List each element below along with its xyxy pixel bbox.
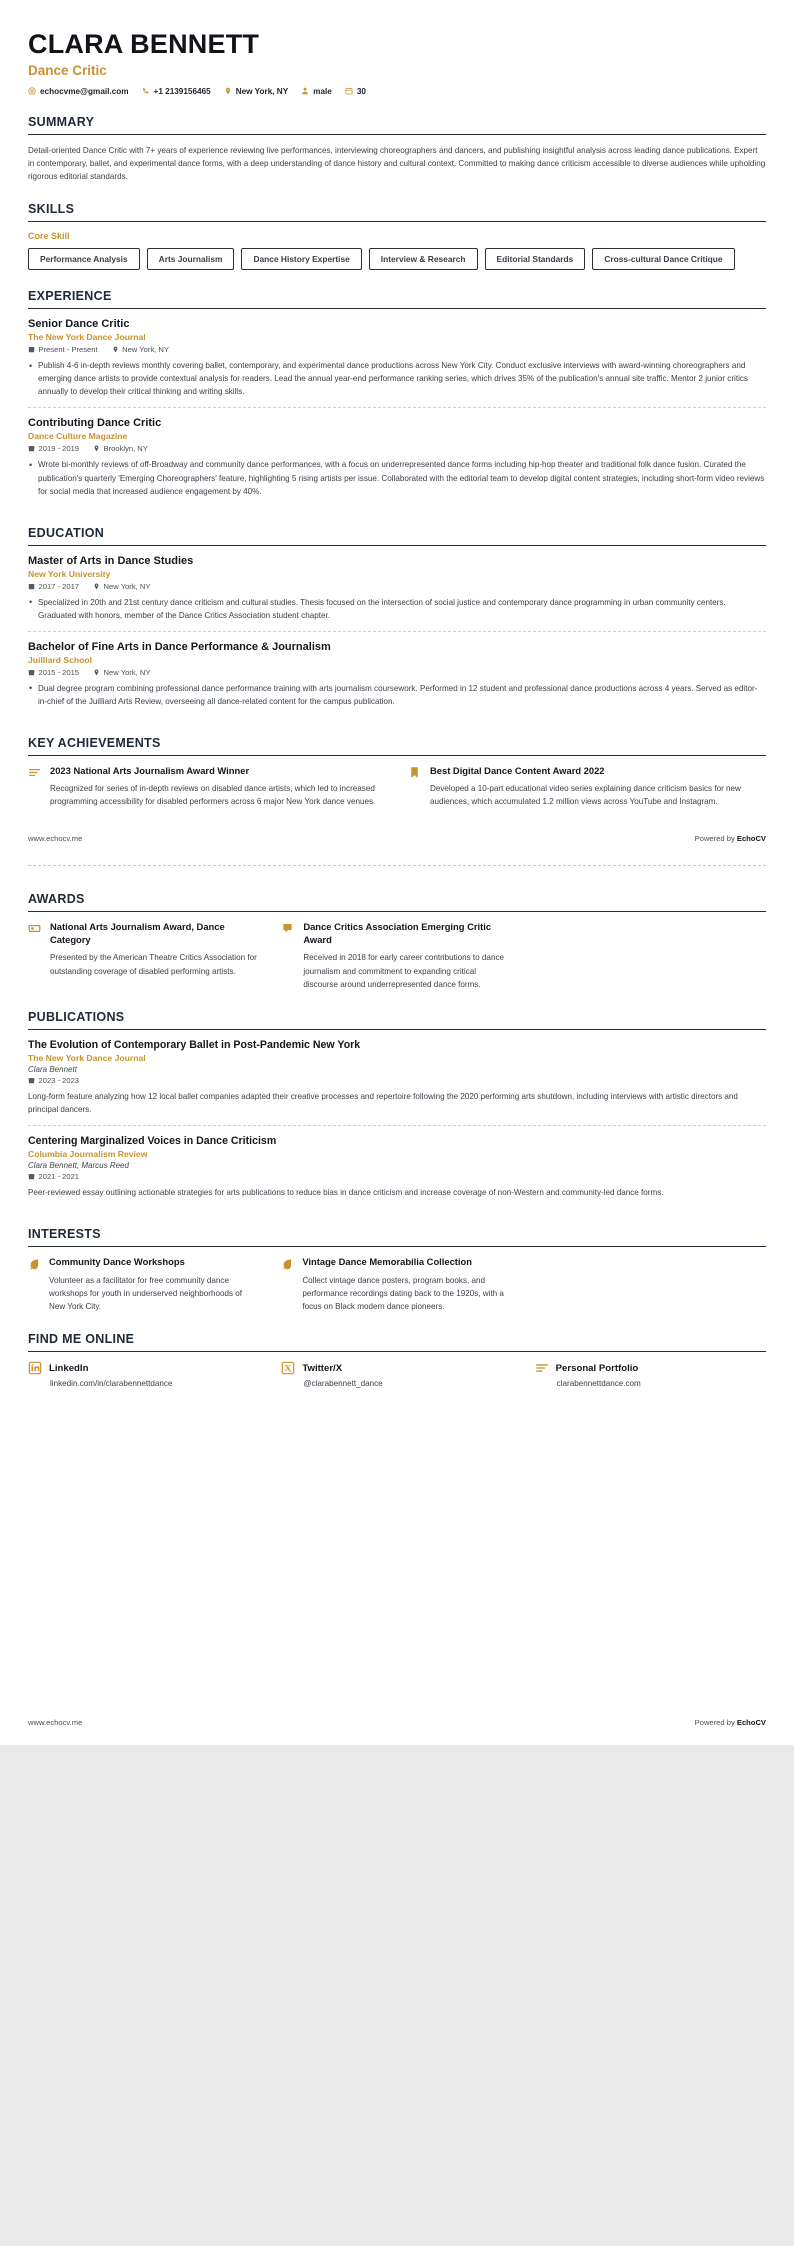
education-location-value: New York, NY: [103, 667, 151, 677]
interest-desc: Volunteer as a facilitator for free community dance workshops for youth in underserved neighborhoods of New York City.: [49, 1275, 243, 1312]
contact-gender-value: male: [313, 86, 332, 96]
calendar-icon: [28, 1173, 35, 1180]
footer-powered-prefix: Powered by: [694, 834, 737, 844]
experience-bullets: [28, 359, 766, 398]
awards-empty-cell: [535, 921, 766, 991]
contact-phone: [142, 87, 211, 96]
experience-location: [93, 444, 148, 453]
summary-text: Detail-oriented Dance Critic with 7+ years of experience reviewing live performances, interviewing choreographers and dancers, and publishing insightful analysis across leading dance publications. Expert in contemporary, ballet, and experimental dance forms, with a deep understanding of dance history and cultural context. Committed to making dance criticism accessible to diverse audiences while upholding rigorous editorial standards.: [28, 145, 766, 181]
section-experience: [28, 289, 766, 507]
interest-item: [281, 1256, 512, 1313]
publication-entry: [28, 1125, 766, 1208]
lines-icon: [28, 765, 41, 784]
awards-heading: AWARDS: [28, 892, 85, 907]
skills-heading: SKILLS: [28, 202, 75, 217]
publication-dates-value: 2021 - 2021: [38, 1172, 80, 1182]
experience-bullets: [28, 458, 766, 497]
megaphone-icon: [281, 921, 294, 940]
link-item-twitter[interactable]: [281, 1361, 512, 1388]
location-icon: [93, 445, 100, 452]
experience-entry: [28, 407, 766, 506]
portfolio-icon: [535, 1361, 549, 1375]
publication-dates: [28, 1172, 79, 1181]
award-title: National Arts Journalism Award, Dance Category: [50, 921, 225, 945]
bullet-item: • Specialized in 20th and 21st century dance criticism and cultural studies. Thesis focused on the intersection of social justice and contemporary dance programming in urban community centers. Graduated with honors, member of the Dance Critics Association student chapter.: [28, 596, 766, 622]
contact-phone-value: +1 2139156465: [153, 86, 211, 96]
publication-authors: Clara Bennett, Marcus Reed: [28, 1161, 129, 1171]
job-title: Dance Critic: [28, 62, 107, 78]
education-dates: [28, 582, 79, 591]
education-title: Master of Arts in Dance Studies: [28, 554, 194, 567]
publication-desc: Long-form feature analyzing how 12 local ballet companies adapted their creative processes and repertoire following the 2020 performing arts shutdown, including interviews with artistic directors and principal dancers.: [28, 1091, 738, 1114]
calendar-icon: [345, 87, 353, 95]
publication-dates-value: 2023 - 2023: [38, 1075, 80, 1085]
section-find-me-online: [28, 1332, 766, 1388]
skill-chip: Cross-cultural Dance Critique: [592, 248, 734, 270]
awards-grid: [28, 921, 766, 991]
skills-group-label: Core Skill: [28, 231, 70, 242]
achievement-item: [408, 765, 766, 808]
publication-entry: [28, 1039, 766, 1125]
footer-brand-name: EchoCV: [736, 834, 766, 844]
section-divider: [28, 1246, 766, 1247]
education-location-value: New York, NY: [103, 581, 151, 591]
award-item: [281, 921, 512, 991]
section-awards: [28, 892, 766, 991]
section-key-achievements: [28, 736, 766, 808]
experience-title: Senior Dance Critic: [28, 318, 130, 331]
contact-location: [224, 87, 288, 96]
education-dates: [28, 668, 79, 677]
experience-org: Dance Culture Magazine: [28, 431, 128, 442]
summary-heading: SUMMARY: [28, 114, 95, 129]
key-achievements-heading: KEY ACHIEVEMENTS: [28, 736, 161, 751]
footer-brand-name: EchoCV: [736, 1718, 766, 1728]
experience-dates-value: 2019 - 2019: [38, 444, 80, 454]
person-icon: [301, 87, 309, 95]
contact-email: [28, 87, 129, 96]
email-icon: [28, 87, 36, 95]
publication-meta: [28, 1172, 766, 1181]
publication-title: The Evolution of Contemporary Ballet in Post-Pandemic New York: [28, 1038, 361, 1051]
award-title: Dance Critics Association Emerging Critic Award: [303, 921, 492, 945]
location-icon: [112, 346, 119, 353]
education-dates-value: 2017 - 2017: [38, 581, 80, 591]
contact-row: [28, 87, 766, 96]
award-desc: Received in 2018 for early career contributions to dance journalism and commitment to expanding critical discourse around underrepresented dance forms.: [303, 953, 504, 989]
link-label: LinkedIn: [49, 1362, 89, 1374]
interests-grid: [28, 1256, 766, 1313]
page-spacer: [28, 1388, 766, 1718]
link-url[interactable]: @clarabennett_dance: [303, 1379, 383, 1389]
section-divider: [28, 1029, 766, 1030]
experience-dates: [28, 345, 98, 354]
section-skills: [28, 202, 766, 270]
award-desc: Presented by the American Theatre Critics Association for outstanding coverage of disabled performing artists.: [50, 953, 257, 976]
education-title: Bachelor of Fine Arts in Dance Performance & Journalism: [28, 640, 331, 653]
experience-heading: EXPERIENCE: [28, 289, 112, 304]
footer-site: www.echocv.me: [28, 1718, 83, 1728]
section-divider: [28, 221, 766, 222]
achievement-title: Best Digital Dance Content Award 2022: [430, 765, 605, 777]
experience-location: [112, 345, 169, 354]
page-footer: [0, 1718, 794, 1745]
page-footer: [0, 834, 794, 843]
footer-powered-prefix: Powered by: [694, 1718, 737, 1728]
location-icon: [93, 583, 100, 590]
section-divider: [28, 911, 766, 912]
contact-gender: [301, 87, 332, 96]
interest-title: Community Dance Workshops: [49, 1256, 185, 1268]
education-entry: [28, 555, 766, 631]
calendar-icon: [28, 346, 35, 353]
linkedin-icon: [28, 1361, 42, 1375]
badge-icon: [28, 921, 41, 940]
interest-desc: Collect vintage dance posters, program books, and performance recordings dating back to the 1920s, with a focus on Black modern dance pioneers.: [302, 1275, 504, 1312]
education-bullets: [28, 682, 766, 708]
leaf-icon: [28, 1256, 40, 1275]
contact-age: [345, 87, 366, 96]
footer-brand: [695, 834, 766, 843]
interests-empty-cell: [535, 1256, 766, 1313]
footer-site: www.echocv.me: [28, 834, 83, 844]
link-url[interactable]: clarabennettdance.com: [556, 1379, 641, 1389]
section-divider: [28, 545, 766, 546]
section-interests: [28, 1227, 766, 1313]
location-icon: [93, 669, 100, 676]
key-achievements-grid: [28, 765, 766, 808]
bullet-item: • Wrote bi-monthly reviews of off-Broadway and community dance performances, with a focus on underrepresented dance forms including hip-hop theater and traditional folk dance fusion. Curated the publication's quarterly 'Emerging Choreographers' feature, highlighting 5 rising artists per issue. Collaborated with the editorial team to develop digital content strategies, including short-form video reviews for social media that increased audience engagement by 40%.: [28, 458, 766, 497]
location-icon: [224, 87, 232, 95]
education-heading: EDUCATION: [28, 525, 105, 540]
footer-brand: [695, 1718, 766, 1727]
experience-entry: [28, 318, 766, 407]
calendar-icon: [28, 1077, 35, 1084]
education-org: Juilliard School: [28, 654, 92, 665]
skill-chip: Dance History Expertise: [241, 248, 361, 270]
link-url[interactable]: linkedin.com/in/clarabennettdance: [50, 1379, 173, 1389]
section-publications: [28, 1010, 766, 1208]
publication-desc: Peer-reviewed essay outlining actionable strategies for arts publications to reduce bias in dance criticism and increase coverage of non-Western and community-led dance forms.: [28, 1188, 664, 1198]
section-education: [28, 526, 766, 717]
publications-heading: PUBLICATIONS: [28, 1009, 125, 1024]
experience-meta: [28, 345, 766, 354]
experience-meta: [28, 444, 766, 453]
skill-chip: Interview & Research: [369, 248, 478, 270]
publication-meta: [28, 1076, 766, 1085]
experience-org: The New York Dance Journal: [28, 332, 146, 343]
experience-location-value: New York, NY: [122, 345, 169, 355]
section-divider: [28, 755, 766, 756]
education-meta: [28, 668, 766, 677]
section-divider: [28, 1351, 766, 1352]
link-label: Personal Portfolio: [555, 1362, 639, 1374]
experience-dates: [28, 444, 79, 453]
twitter-icon: [281, 1361, 295, 1375]
contact-age-value: 30: [356, 86, 366, 96]
publication-authors: Clara Bennett: [28, 1064, 77, 1074]
section-divider: [28, 308, 766, 309]
achievement-item: [28, 765, 386, 808]
link-item-portfolio[interactable]: [535, 1361, 766, 1388]
publication-journal: Columbia Journalism Review: [28, 1149, 148, 1160]
publication-journal: The New York Dance Journal: [28, 1052, 146, 1063]
page-title: CLARA BENNETT: [28, 29, 260, 59]
award-item: [28, 921, 259, 991]
contact-email-value: echocvme@gmail.com: [40, 86, 129, 96]
skill-chip: Editorial Standards: [485, 248, 586, 270]
interests-heading: INTERESTS: [28, 1227, 101, 1242]
leaf-icon: [281, 1256, 293, 1275]
skills-chip-list: [28, 248, 766, 270]
publication-title: Centering Marginalized Voices in Dance Criticism: [28, 1135, 277, 1148]
education-bullets: [28, 596, 766, 622]
skill-chip: Performance Analysis: [28, 248, 140, 270]
calendar-icon: [28, 583, 35, 590]
contact-location-value: New York, NY: [235, 86, 289, 96]
link-label: Twitter/X: [302, 1362, 343, 1374]
interest-title: Vintage Dance Memorabilia Collection: [302, 1256, 472, 1268]
achievement-desc: Developed a 10-part educational video series explaining dance criticism basics for new audiences, which accumulated 1.2 million views across YouTube and Instagram.: [430, 783, 741, 806]
education-org: New York University: [28, 568, 111, 579]
education-meta: [28, 582, 766, 591]
links-grid: [28, 1361, 766, 1388]
calendar-icon: [28, 445, 35, 452]
achievement-desc: Recognized for series of in-depth reviews on disabled dance artists, which led to increased programming accessibility for disabled performers across 6 major New York dance venues.: [50, 783, 376, 806]
section-divider: [28, 134, 766, 135]
skill-chip: Arts Journalism: [147, 248, 235, 270]
find-me-online-heading: FIND ME ONLINE: [28, 1332, 135, 1347]
experience-title: Contributing Dance Critic: [28, 417, 162, 430]
experience-location-value: Brooklyn, NY: [103, 444, 148, 454]
link-item-linkedin[interactable]: [28, 1361, 259, 1388]
calendar-icon: [28, 669, 35, 676]
education-dates-value: 2015 - 2015: [38, 667, 80, 677]
resume-header: [28, 30, 766, 96]
bookmark-icon: [408, 765, 421, 784]
education-location: [93, 668, 150, 677]
publication-dates: [28, 1076, 79, 1085]
bullet-item: • Dual degree program combining professional dance performance training with arts journalism coursework. Performed in 12 student and professional dance productions across 4 years. Served as editor-in-chief of the Juilliard Arts Review, overseeing all dance-related content for the campus publication.: [28, 682, 766, 708]
section-summary: [28, 115, 766, 183]
phone-icon: [142, 87, 150, 95]
interest-item: [28, 1256, 259, 1313]
education-entry: [28, 631, 766, 717]
achievement-title: 2023 National Arts Journalism Award Winner: [50, 765, 250, 777]
experience-dates-value: Present - Present: [38, 345, 98, 355]
education-location: [93, 582, 150, 591]
bullet-item: • Publish 4-6 in-depth reviews monthly covering ballet, contemporary, and experimental dance productions across New York City. Conduct exclusive interviews with award-winning choreographers and emerging dance artists to provide contextual analysis for readers. Lead the annual year-end performance ranking series, which drives 35% of the publication's annual site traffic. Mentor 2 junior critics annually to develop their critical thinking and writing skills.: [28, 359, 766, 398]
